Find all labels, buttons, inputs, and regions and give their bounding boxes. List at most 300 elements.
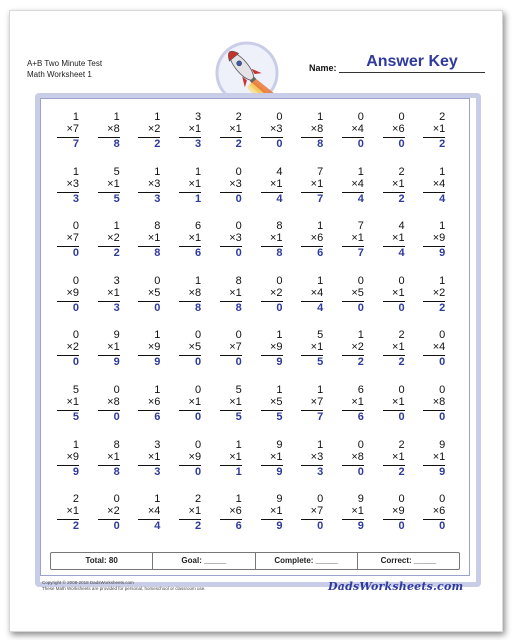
answer: 7 [72,138,79,150]
answer: 8 [276,247,283,260]
operand-top: 1 [154,111,161,123]
answer: 8 [194,301,202,314]
operand-bottom: ×5 [188,341,202,354]
operand-bottom: ×1 [107,450,120,463]
answer: 8 [154,247,161,260]
operand-bottom: ×6 [432,505,446,518]
operand-bottom: ×6 [310,232,324,245]
answer: 6 [235,520,242,533]
operand-bottom: ×1 [66,396,79,408]
operand-top: 0 [72,274,79,287]
answer: 0 [194,356,202,369]
operand-bottom: ×3 [147,177,161,190]
problem [332,220,364,270]
operand-top: 1 [113,111,120,123]
operand-top: 2 [398,165,405,178]
operand-bottom: ×1 [229,396,242,408]
operand-top: 1 [276,329,283,342]
operand-bottom: ×8 [188,286,202,299]
operand-top: 0 [235,329,242,342]
problem [47,111,79,161]
operand-top: 4 [398,220,405,233]
answer: 0 [398,138,405,150]
operand-top: 0 [276,111,283,123]
answer: 0 [113,520,120,533]
operand-bottom: ×3 [66,177,79,190]
operand-top: 1 [154,493,161,506]
dadsworksheets-logo: DadsWorksheets.com [328,580,464,593]
operand-top: 0 [439,493,446,506]
problem [332,166,364,216]
operand-bottom: ×7 [229,341,242,354]
goal-cell: Goal: _____ [153,553,255,569]
operand-bottom: ×1 [392,232,405,245]
answer: 3 [317,465,324,478]
answer: 0 [357,301,364,314]
operand-bottom: ×1 [310,341,324,354]
problem [210,439,242,489]
operand-bottom: ×9 [147,341,161,354]
answer: 4 [317,301,324,314]
operand-bottom: ×3 [229,232,242,245]
answer: 4 [398,247,405,260]
operand-top: 0 [276,274,283,287]
problem [88,166,120,216]
operand-bottom: ×1 [351,505,364,518]
operand-bottom: ×5 [269,396,283,408]
operand-top: 1 [357,165,364,178]
operand-top: 9 [276,438,283,451]
problem [332,111,364,161]
problem [251,275,283,325]
problem [210,493,242,543]
problem [291,329,323,379]
answer: 8 [113,465,120,478]
answer: 9 [113,356,120,369]
operand-bottom: ×8 [432,396,446,408]
operand-bottom: ×4 [147,505,161,518]
problem [47,493,79,543]
operand-bottom: ×1 [229,123,242,135]
problem [291,439,323,489]
problem [373,275,405,325]
answer: 8 [235,301,242,314]
operand-top: 0 [154,274,161,287]
operand-bottom: ×1 [147,232,161,245]
operand-top: 3 [194,111,202,123]
operand-top: 9 [276,493,283,506]
operand-top: 0 [439,384,446,396]
operand-bottom: ×7 [66,123,79,135]
answer: 4 [439,192,446,205]
operand-bottom: ×1 [269,450,283,463]
problem [291,166,323,216]
operand-top: 1 [439,220,446,233]
problem [128,275,160,325]
operand-top: 5 [235,384,242,396]
answer: 0 [276,301,283,314]
problem [128,439,160,489]
operand-bottom: ×9 [66,286,79,299]
answer: 7 [357,247,364,260]
problem-row [47,384,463,440]
problem [291,220,323,270]
operand-bottom: ×7 [310,396,324,408]
problem [88,275,120,325]
operand-bottom: ×1 [310,177,324,190]
operand-top: 2 [398,438,405,451]
operand-top: 0 [439,329,446,342]
operand-bottom: ×1 [188,232,202,245]
problem [332,439,364,489]
operand-bottom: ×1 [432,123,446,135]
operand-top: 7 [317,165,324,178]
problem [210,329,242,379]
operand-bottom: ×2 [107,232,120,245]
problem [47,275,79,325]
operand-top: 7 [357,220,364,233]
problem [169,439,201,489]
problem [47,384,79,434]
operand-top: 1 [72,111,79,123]
operand-top: 0 [317,493,324,506]
answer: 3 [194,138,202,150]
name-label: Name: [309,63,337,73]
operand-bottom: ×2 [147,123,161,135]
operand-bottom: ×9 [432,232,446,245]
answer: 0 [398,520,405,533]
answer: 9 [72,465,79,478]
answer: 5 [317,356,324,369]
problem [251,384,283,434]
problem-row [47,329,463,385]
problem [169,329,201,379]
copyright-line-2: These Math Worksheets are provided for personal, homeschool or classroom use. [42,586,206,591]
operand-top: 1 [113,220,120,233]
answer: 2 [398,192,405,205]
answer: 6 [194,247,202,260]
operand-bottom: ×2 [432,286,446,299]
answer-key-label: Answer Key [339,52,485,73]
operand-bottom: ×1 [188,505,202,518]
operand-bottom: ×5 [351,286,364,299]
answer: 2 [113,247,120,260]
problem [413,275,445,325]
operand-top: 1 [72,165,79,178]
operand-top: 2 [439,111,446,123]
problem [88,329,120,379]
operand-top: 0 [398,274,405,287]
answer: 0 [398,301,405,314]
operand-top: 0 [194,329,202,342]
correct-cell: Correct: _____ [380,556,437,565]
title-line-2: Math Worksheet 1 [27,70,92,79]
answer: 5 [72,411,79,423]
operand-top: 0 [194,384,202,396]
operand-bottom: ×1 [269,505,283,518]
operand-bottom: ×8 [107,123,120,135]
answer: 5 [276,411,283,423]
problem [210,275,242,325]
problem [128,493,160,543]
answer: 3 [154,192,161,205]
operand-bottom: ×1 [107,341,120,354]
problem [47,329,79,379]
problem [373,166,405,216]
operand-top: 0 [398,493,405,506]
answer: 0 [72,356,79,369]
problem-row [47,220,463,276]
copyright-notice [42,580,206,592]
operand-top: 1 [154,384,161,396]
problem [128,111,160,161]
problem [88,439,120,489]
operand-top: 0 [72,220,79,233]
operand-top: 1 [317,438,324,451]
problem [332,384,364,434]
worksheet-title [27,58,102,80]
problem [251,439,283,489]
problem [128,329,160,379]
operand-bottom: ×1 [351,232,364,245]
operand-bottom: ×1 [432,450,446,463]
problem [332,493,364,543]
problem [413,111,445,161]
problem [413,166,445,216]
problem [251,493,283,543]
operand-bottom: ×1 [392,341,405,354]
problem [169,166,201,216]
operand-top: 5 [72,384,79,396]
operand-top: 1 [439,165,446,178]
operand-top: 1 [317,111,324,123]
operand-bottom: ×7 [66,232,79,245]
operand-bottom: ×3 [269,123,283,135]
operand-top: 1 [357,329,364,342]
answer: 0 [398,411,405,423]
problem [210,384,242,434]
answer: 0 [439,411,446,423]
operand-bottom: ×1 [107,177,120,190]
operand-bottom: ×1 [188,396,202,408]
problem-row [47,439,463,495]
operand-top: 6 [194,220,202,233]
problem [413,439,445,489]
operand-bottom: ×5 [147,286,161,299]
operand-top: 9 [357,493,364,506]
answer: 0 [113,411,120,423]
operand-bottom: ×8 [310,123,324,135]
answer: 0 [357,465,364,478]
operand-top: 8 [154,220,161,233]
answer: 6 [317,247,324,260]
operand-bottom: ×8 [351,450,364,463]
problem [88,111,120,161]
answer: 7 [317,411,324,423]
operand-bottom: ×4 [310,286,324,299]
problem [291,111,323,161]
operand-bottom: ×9 [269,341,283,354]
operand-bottom: ×3 [310,450,324,463]
operand-top: 3 [113,274,120,287]
operand-top: 9 [439,438,446,451]
operand-bottom: ×1 [188,123,202,135]
operand-top: 0 [357,438,364,451]
answer: 5 [235,411,242,423]
answer: 9 [439,247,446,260]
operand-top: 6 [357,384,364,396]
problem [251,111,283,161]
problem [128,166,160,216]
operand-top: 9 [113,329,120,342]
problem [210,220,242,270]
operand-bottom: ×1 [351,396,364,408]
answer: 0 [439,520,446,533]
problem [169,275,201,325]
operand-top: 0 [72,329,79,342]
operand-bottom: ×2 [107,505,120,518]
complete-cell: Complete: _____ [256,553,358,569]
problem [291,275,323,325]
operand-bottom: ×1 [269,232,283,245]
operand-bottom: ×6 [147,396,161,408]
operand-bottom: ×9 [66,450,79,463]
operand-top: 0 [113,384,120,396]
operand-top: 1 [317,220,324,233]
problem [47,166,79,216]
operand-bottom: ×1 [269,177,283,190]
problem-row [47,275,463,331]
operand-bottom: ×1 [147,450,161,463]
problem [88,493,120,543]
problem [47,220,79,270]
operand-bottom: ×1 [392,177,405,190]
operand-top: 0 [113,493,120,506]
problem [413,220,445,270]
problem [413,329,445,379]
problem [413,493,445,543]
operand-top: 0 [398,384,405,396]
answer: 6 [154,411,161,423]
answer: 2 [398,465,405,478]
answer: 6 [357,411,364,423]
operand-bottom: ×2 [269,286,283,299]
operand-top: 2 [235,111,242,123]
answer: 0 [72,301,79,314]
problem [291,493,323,543]
operand-top: 1 [194,274,202,287]
answer: 2 [154,138,161,150]
operand-top: 4 [276,165,283,178]
problem [251,220,283,270]
problem-row [47,111,463,167]
operand-bottom: ×1 [229,286,242,299]
answer: 2 [439,138,446,150]
answer: 2 [398,356,405,369]
problem [332,329,364,379]
operand-top: 8 [276,220,283,233]
operand-bottom: ×1 [392,286,405,299]
problem [169,220,201,270]
total-cell: Total: 80 [51,553,153,569]
answer: 0 [317,520,324,533]
problem [373,329,405,379]
answer: 0 [235,192,242,205]
answer: 0 [194,411,202,423]
operand-bottom: ×1 [229,450,242,463]
name-field [309,52,485,74]
answer: 2 [194,520,202,533]
problem [210,111,242,161]
problem [88,384,120,434]
problem [291,384,323,434]
answer: 9 [276,520,283,533]
operand-top: 1 [154,165,161,178]
answer: 7 [317,192,324,205]
operand-top: 5 [113,165,120,178]
operand-top: 1 [276,384,283,396]
operand-bottom: ×1 [107,286,120,299]
operand-top: 1 [72,438,79,451]
problem [128,220,160,270]
problem-row [47,166,463,222]
operand-top: 0 [357,274,364,287]
answer: 1 [235,465,242,478]
problem [373,220,405,270]
operand-top: 8 [113,438,120,451]
operand-bottom: ×1 [66,505,79,518]
problem [373,493,405,543]
answer: 3 [72,192,79,205]
answer: 9 [276,465,283,478]
answer: 9 [357,520,364,533]
operand-top: 1 [317,274,324,287]
operand-top: 5 [317,329,324,342]
answer: 8 [113,138,120,150]
operand-bottom: ×9 [188,450,202,463]
answer: 9 [439,465,446,478]
answer: 0 [235,356,242,369]
answer: 4 [276,192,283,205]
operand-bottom: ×1 [392,450,405,463]
operand-top: 8 [235,274,242,287]
answer: 2 [235,138,242,150]
operand-bottom: ×1 [392,396,405,408]
operand-top: 1 [439,274,446,287]
operand-top: 1 [235,493,242,506]
problem [373,439,405,489]
operand-bottom: ×1 [188,177,202,190]
operand-top: 0 [235,220,242,233]
operand-top: 0 [194,438,202,451]
problem [169,384,201,434]
answer: 4 [154,520,161,533]
answer: 8 [317,138,324,150]
problem [251,166,283,216]
answer: 2 [439,301,446,314]
problem [373,384,405,434]
answer: 0 [276,138,283,150]
operand-bottom: ×2 [66,341,79,354]
answer: 0 [154,301,161,314]
score-footer [50,552,460,570]
answer: 2 [357,356,364,369]
answer: 0 [72,247,79,260]
answer: 0 [194,465,202,478]
problem [332,275,364,325]
problem [210,166,242,216]
answer: 1 [194,192,202,205]
